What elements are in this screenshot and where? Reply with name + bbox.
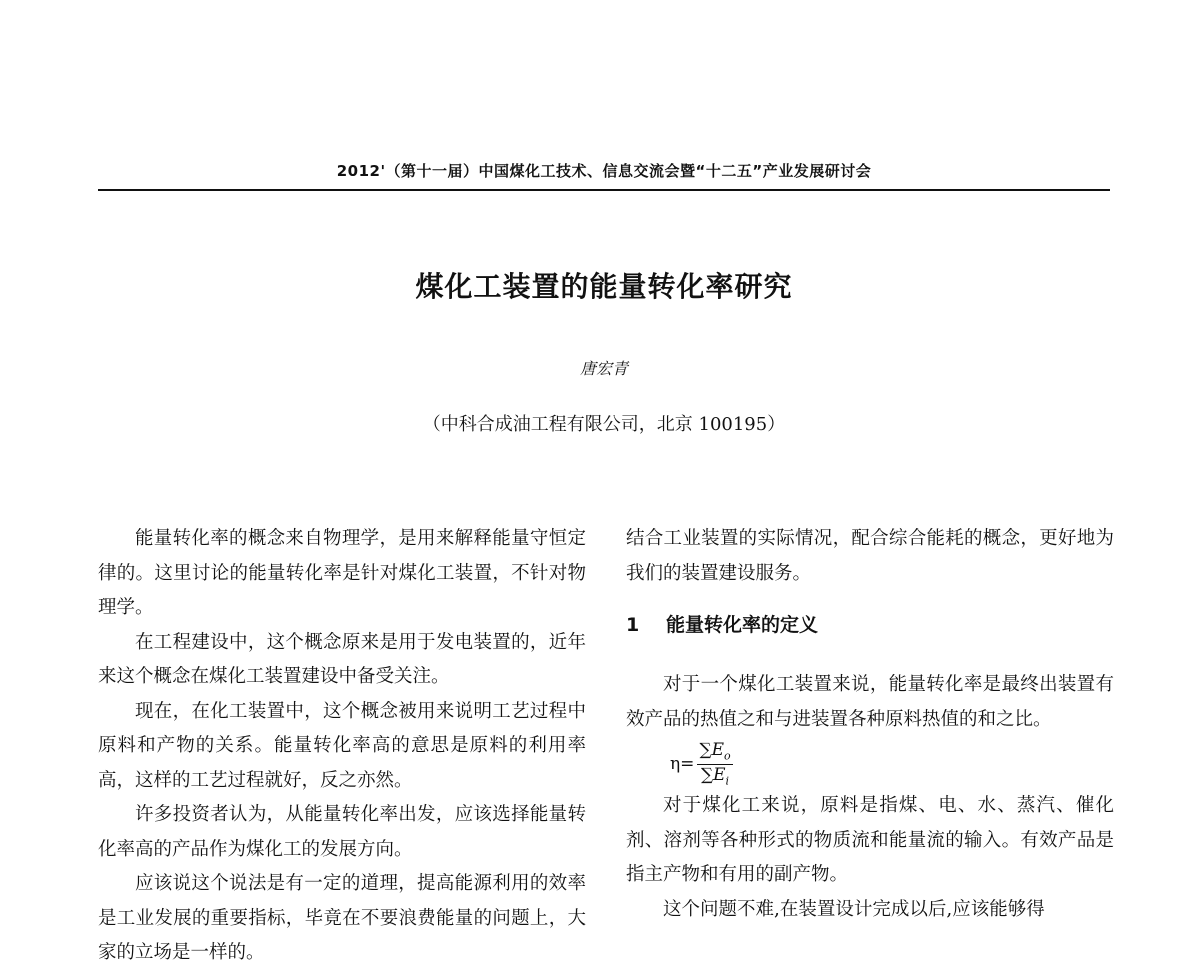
- formula-fraction: [697, 742, 732, 786]
- formula-numerator: $\sum E_o$: [699, 740, 731, 763]
- body-paragraph: 对于一个煤化工装置来说，能量转化率是最终出装置有效产品的热值之和与进装置各种原料热值的和之比。: [626, 674, 1114, 730]
- paper-title: 煤化工装置的能量转化率研究: [415, 270, 793, 303]
- body-paragraph-cutoff: 这个问题不难,在装置设计完成以后,应该能够得: [663, 898, 1045, 920]
- body-paragraph: 结合工业装置的实际情况，配合综合能耗的概念，更好地为我们的装置建设服务。: [626, 528, 1114, 584]
- section-heading: [626, 608, 1114, 642]
- formula-denominator: $\sum E_i$: [700, 764, 730, 787]
- body-paragraph: 许多投资者认为，从能量转化率出发，应该选择能量转化率高的产品作为煤化工的发展方向。: [98, 804, 586, 860]
- left-column: [98, 522, 586, 971]
- running-header: 2012'（第十一届）中国煤化工技术、信息交流会暨“十二五”产业发展研讨会: [336, 162, 872, 180]
- section-number: 1: [626, 614, 640, 636]
- body-paragraph: 现在，在化工装置中，这个概念被用来说明工艺过程中原料和产物的关系。能量转化率高的意思是原料的利用率高，这样的工艺过程就好，反之亦然。: [98, 700, 586, 791]
- body-paragraph: 能量转化率的概念来自物理学，是用来解释能量守恒定律的。这里讨论的能量转化率是针对煤化工装置，不针对物理学。: [98, 528, 586, 618]
- author-affiliation: （中科合成油工程有限公司，北京 100195）: [422, 414, 786, 435]
- conversion-rate-formula: [670, 739, 1114, 789]
- header-rule: [98, 189, 1110, 191]
- section-title: 能量转化率的定义: [666, 614, 819, 636]
- body-paragraph: 对于煤化工来说，原料是指煤、电、水、蒸汽、催化剂、溶剂等各种形式的物质流和能量流的输入。有效产品是指主产物和有用的副产物。: [626, 795, 1114, 885]
- author-name: 唐宏青: [579, 359, 628, 378]
- body-paragraph: 在工程建设中，这个概念原来是用于发电装置的，近年来这个概念在煤化工装置建设中备受关注。: [98, 631, 586, 687]
- body-paragraph: 应该说这个说法是有一定的道理，提高能源利用的效率是工业发展的重要指标，毕竟在不要浪费能量的问题上，大家的立场是一样的。: [98, 873, 586, 963]
- right-column: [626, 522, 1114, 927]
- formula-lhs: η=: [670, 753, 695, 774]
